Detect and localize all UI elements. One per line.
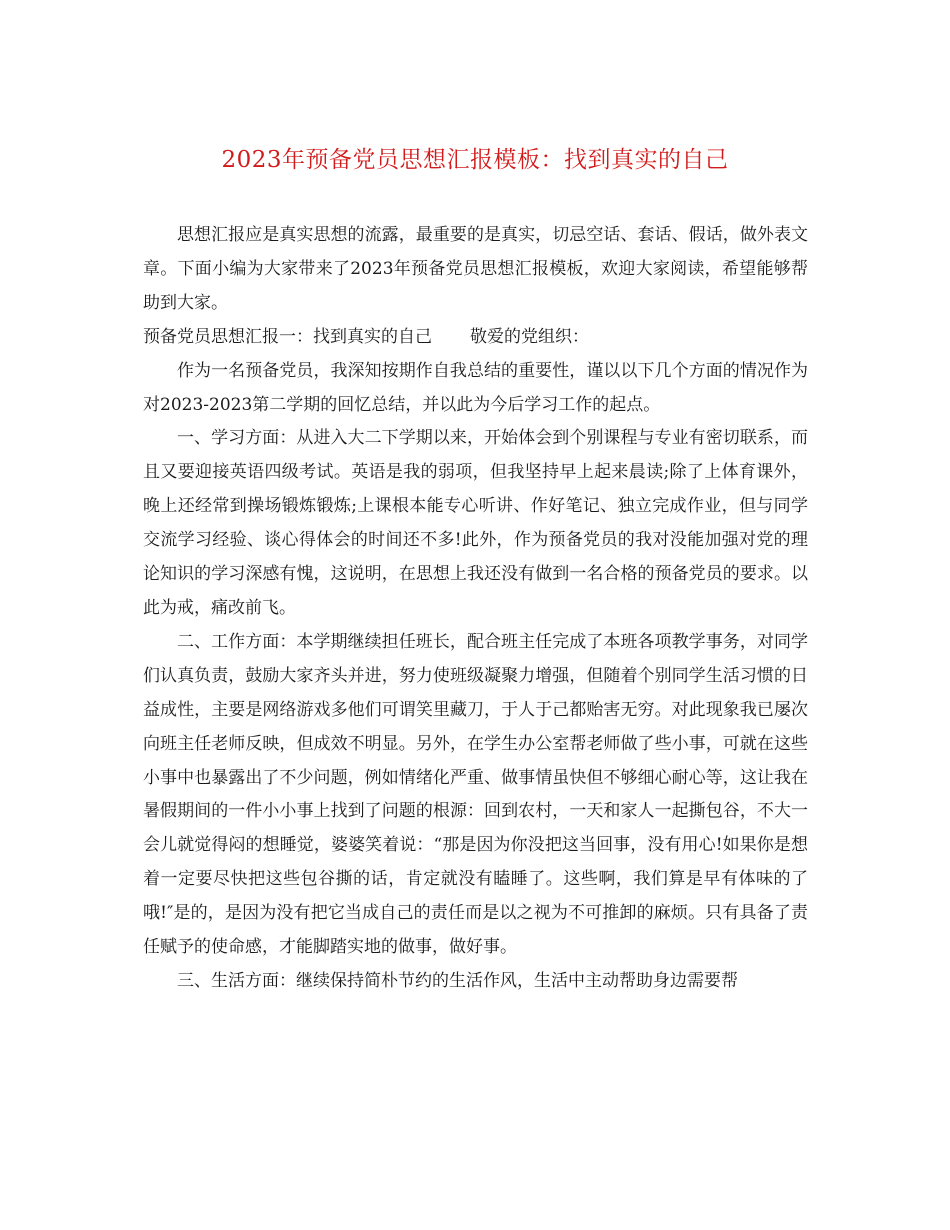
paragraph-work: 二、工作方面：本学期继续担任班长，配合班主任完成了本班各项教学事务，对同学们认真负责，鼓励大家齐头并进，努力使班级凝聚力增强，但随着个别同学生活习惯的日益成性，主要是网络游戏多他们可谓笑里藏刀，于人于己都贻害无穷。对此现象我已屡次向班主任老师反映，但成效不明显。另外，在学生办公室帮老师做了些小事，可就在这些小事中也暴露出了不少问题，例如情绪化严重、做事情虽快但不够细心耐心等，这让我在暑假期间的一件小小事上找到了问题的根源：回到农村，一天和家人一起撕包谷，不大一会儿就觉得闷的想睡觉，婆婆笑着说：“那是因为你没把这当回事，没有用心!如果你是想着一定要尽快把这些包谷撕的话，肯定就没有瞌睡了。这些啊，我们算是早有体味的了哦!″是的，是因为没有把它当成自己的责任而是以之视为不可推卸的麻烦。只有具备了责任赋予的使命感，才能脚踏实地的做事，做好事。 (143, 631, 808, 958)
document-body (143, 219, 808, 999)
paragraph-study: 一、学习方面：从进入大二下学期以来，开始体会到个别课程与专业有密切联系，而且又要迎接英语四级考试。英语是我的弱项，但我坚持早上起来晨读;除了上体育课外，晚上还经常到操场锻炼锻炼;上课根本能专心听讲、作好笔记、独立完成作业，但与同学交流学习经验、谈心得体会的时间还不多!此外，作为预备党员的我对没能加强对党的理论知识的学习深感有愧，这说明，在思想上我还没有做到一名合格的预备党员的要求。以此为戒，痛改前飞。 (143, 428, 808, 618)
salutation: 敬爱的党组织： (470, 326, 589, 347)
report-heading-line (143, 321, 808, 355)
document-title: 2023年预备党员思想汇报模板：找到真实的自己 (221, 147, 729, 173)
intro-paragraph: 思想汇报应是真实思想的流露，最重要的是真实，切忌空话、套话、假话，做外表文章。下面小编为大家带来了2023年预备党员思想汇报模板，欢迎大家阅读，希望能够帮助到大家。 (143, 225, 808, 313)
paragraph-opening: 作为一名预备党员，我深知按期作自我总结的重要性，谨以以下几个方面的情况作为对2023-2023第二学期的回忆总结，并以此为今后学习工作的起点。 (143, 360, 808, 415)
paragraph-life: 三、生活方面：继续保持简朴节约的生活作风，生活中主动帮助身边需要帮 (177, 970, 738, 991)
report-heading: 预备党员思想汇报一：找到真实的自己 (143, 326, 432, 347)
